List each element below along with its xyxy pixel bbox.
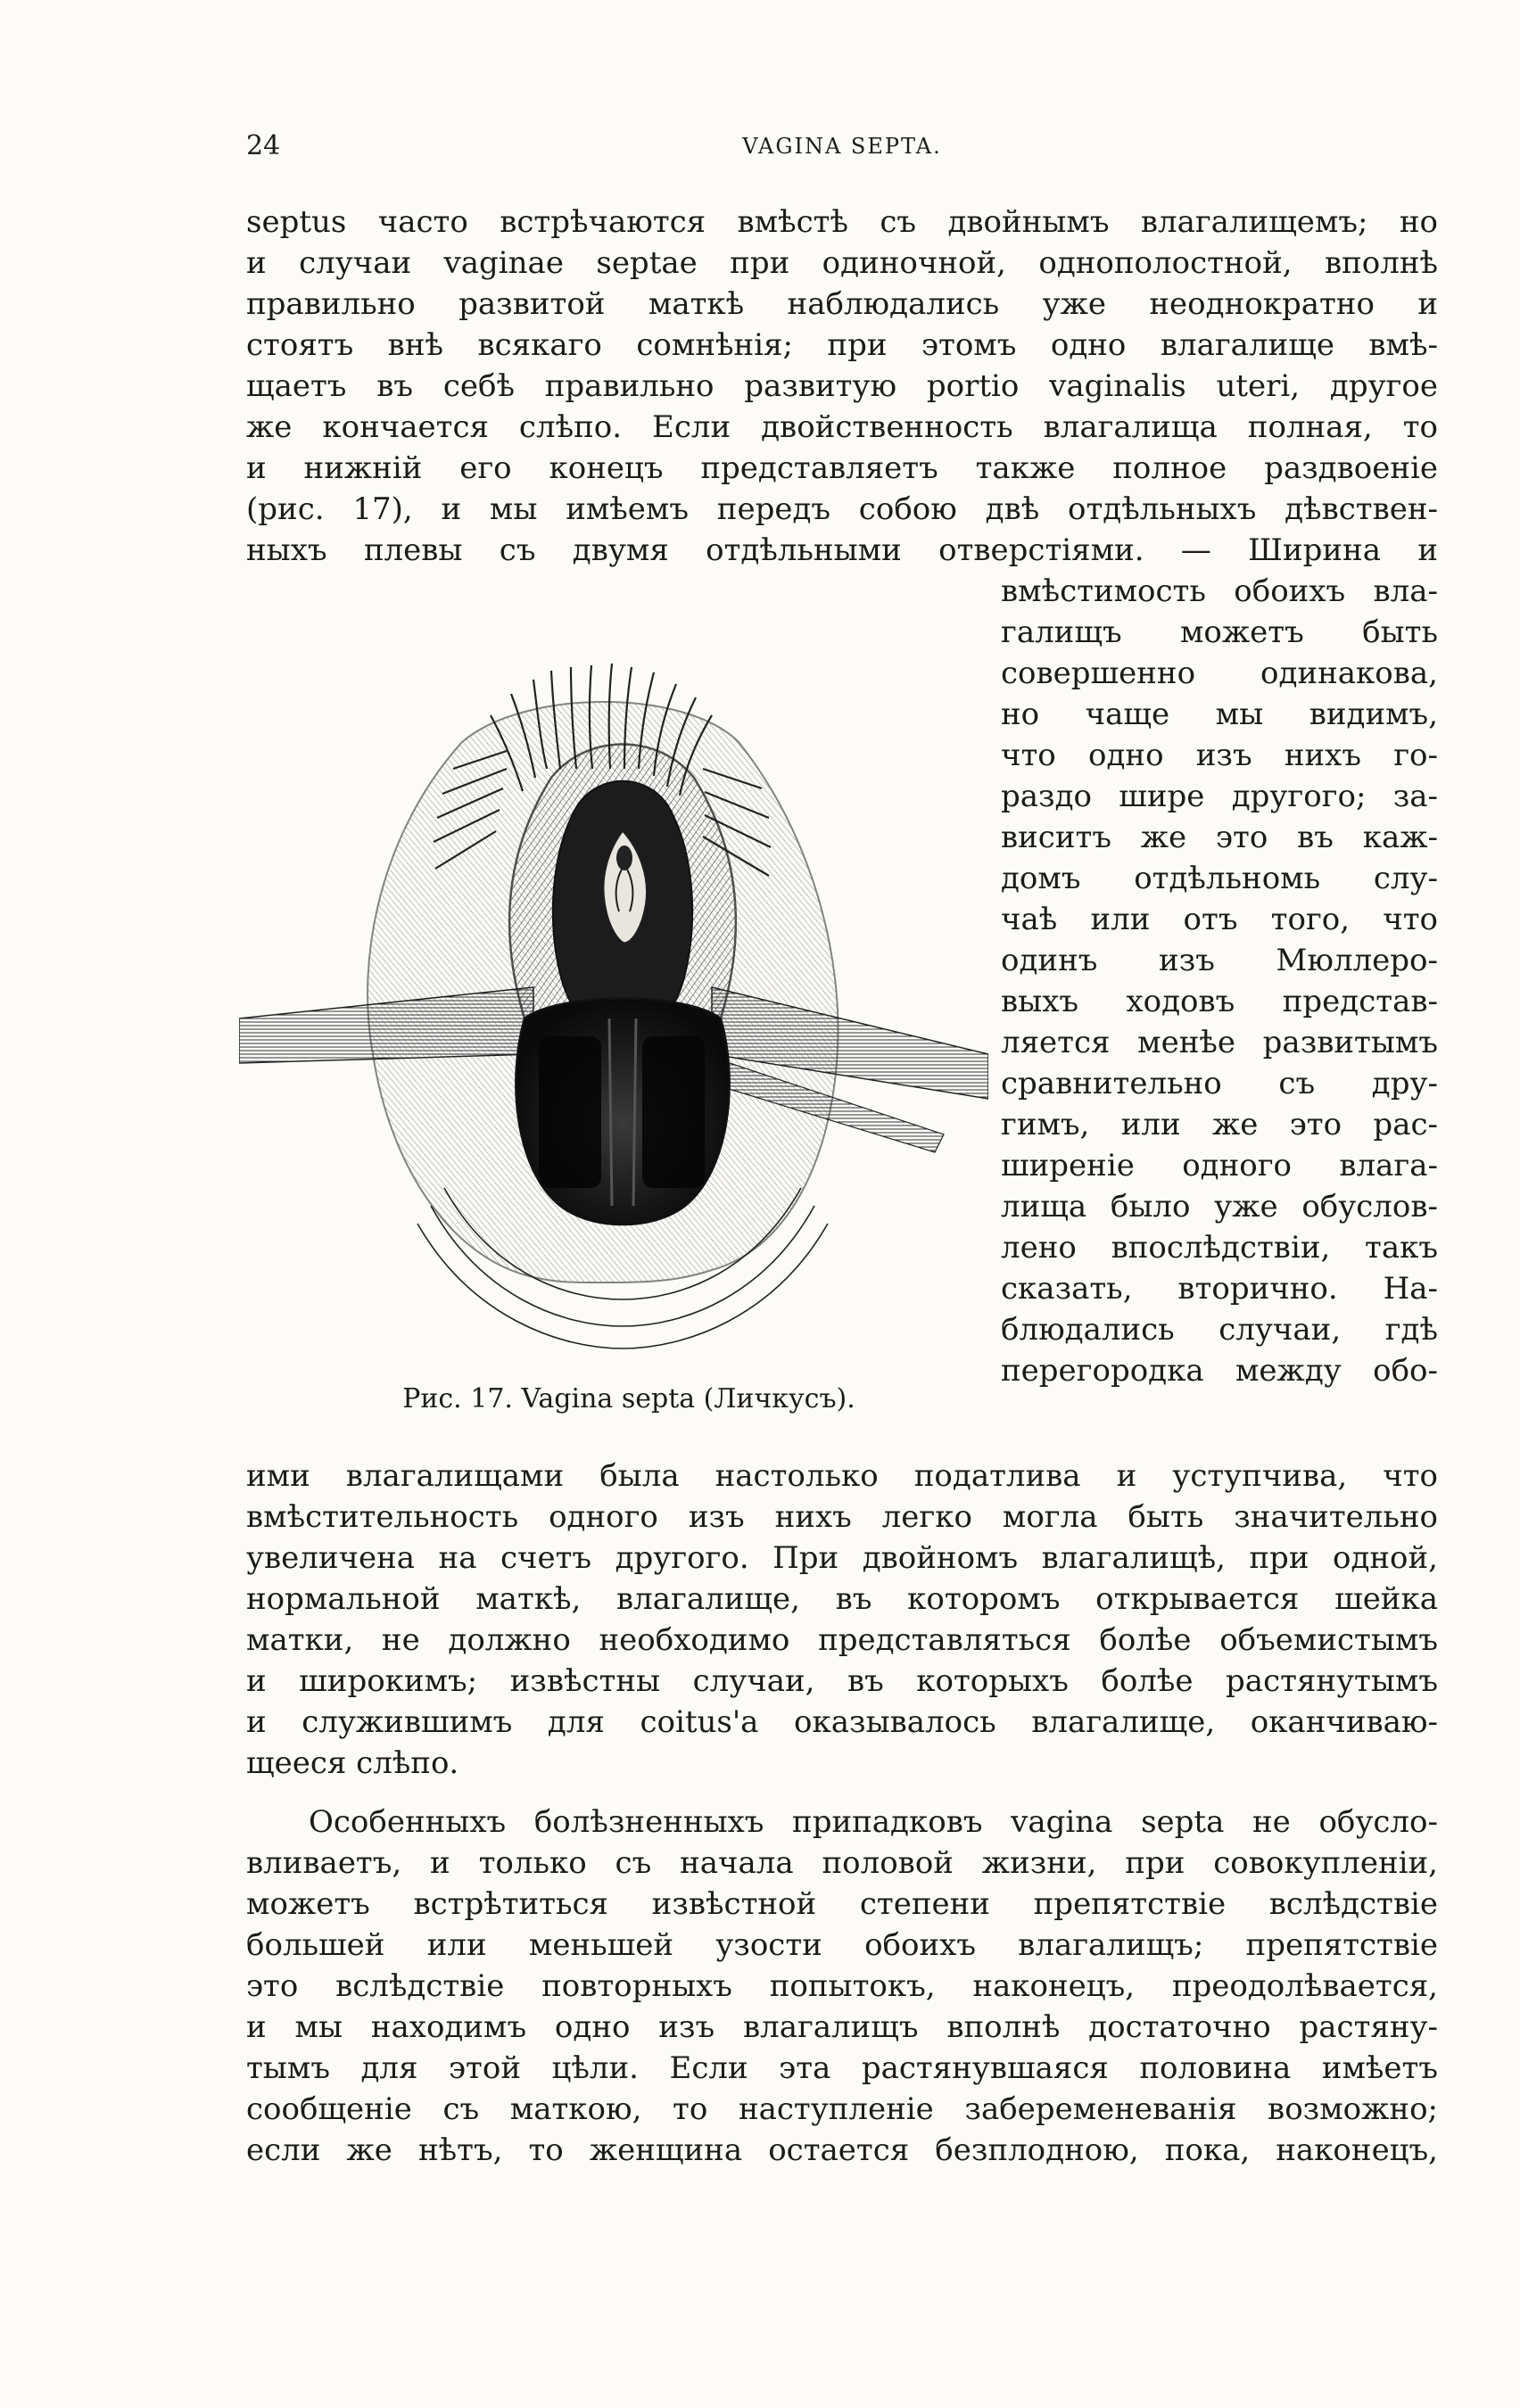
text-line: увеличена на счетъ другого. При двойномъ влагалищѣ, при одной, — [246, 1540, 1438, 1576]
text-line: блюдались случаи, гдѣ — [1001, 1312, 1438, 1348]
text-line: нормальной маткѣ, влагалище, въ которомъ открывается шейка — [246, 1581, 1438, 1617]
text-line: галищъ можетъ быть — [1001, 614, 1438, 650]
text-line: щееся слѣпо. — [246, 1745, 459, 1781]
figure-illustration — [239, 635, 988, 1375]
text-line: вмѣстительность одного изъ нихъ легко могла быть значительно — [246, 1499, 1438, 1535]
text-line: ширеніе одного влага- — [1001, 1148, 1438, 1183]
text-line: щаетъ въ себѣ правильно развитую portio vaginalis uteri, другое — [246, 368, 1438, 404]
text-line: что одно изъ нихъ го- — [1001, 738, 1438, 773]
text-line: чаѣ или отъ того, что — [1001, 902, 1438, 937]
text-line: раздо шире другого; за- — [1001, 779, 1438, 814]
text-line: сказать, вторично. На- — [1001, 1271, 1438, 1307]
text-line: выхъ ходовъ представ- — [1001, 984, 1438, 1019]
text-line: перегородка между обо- — [1001, 1353, 1438, 1389]
text-line: если же нѣтъ, то женщина остается безплодною, пока, наконецъ, — [246, 2132, 1438, 2168]
text-line: сравнительно съ дру- — [1001, 1066, 1438, 1101]
running-head — [246, 130, 1438, 169]
anatomical-engraving — [239, 635, 988, 1375]
text-line: ныхъ плевы съ двумя отдѣльными отверстіями. — Ширина и — [246, 532, 1438, 568]
text-line: виситъ же это въ каж- — [1001, 820, 1438, 855]
text-line: (рис. 17), и мы имѣемъ передъ собою двѣ отдѣльныхъ дѣвствен- — [246, 491, 1438, 527]
text-line: домъ отдѣльномь слу- — [1001, 861, 1438, 896]
text-line: правильно развитой маткѣ наблюдались уже неоднократно и — [246, 286, 1438, 322]
text-line: сообщеніе съ маткою, то наступленіе забеременеванія возможно; — [246, 2091, 1438, 2127]
text-line: это вслѣдствіе повторныхъ попытокъ, наконецъ, преодолѣвается, — [246, 1968, 1438, 2004]
text-line: совершенно одинакова, — [1001, 656, 1438, 691]
text-line: тымъ для этой цѣли. Если эта растянувшаяся половина имѣетъ — [246, 2050, 1438, 2086]
text-line: ими влагалищами была настолько податлива и уступчива, что — [246, 1458, 1438, 1494]
text-line: и мы находимъ одно изъ влагалищъ вполнѣ достаточно растяну- — [246, 2009, 1438, 2045]
figure-caption: Рис. 17. Vagina septa (Личкусъ). — [402, 1383, 855, 1414]
text-line: матки, не должно необходимо представляться болѣе объемистымъ — [246, 1622, 1438, 1658]
text-line: гимъ, или же это рас- — [1001, 1107, 1438, 1142]
page-number: 24 — [246, 130, 281, 161]
text-line: и широкимъ; извѣстны случаи, въ которыхъ болѣе растянутымъ — [246, 1663, 1438, 1699]
text-line: septus часто встрѣчаются вмѣстѣ съ двойнымъ влагалищемъ; но — [246, 204, 1438, 240]
text-line: и нижній его конецъ представляетъ также полное раздвоеніе — [246, 450, 1438, 486]
paragraph-first-line: Особенныхъ болѣзненныхъ припадковъ vagina septa не обусло- — [309, 1804, 1438, 1840]
text-line: можетъ встрѣтиться извѣстной степени препятствіе вслѣдствіе — [246, 1886, 1438, 1922]
text-line: одинъ изъ Мюллеро- — [1001, 943, 1438, 978]
text-line: и служившимъ для coitus'a оказывалось влагалище, оканчиваю- — [246, 1704, 1438, 1740]
text-line: стоятъ внѣ всякаго сомнѣнія; при этомъ одно влагалище вмѣ- — [246, 327, 1438, 363]
running-title: VAGINA SEPTA. — [742, 134, 942, 159]
text-line: ляется менѣе развитымъ — [1001, 1025, 1438, 1060]
text-line: и случаи vaginae septae при одиночной, однополостной, вполнѣ — [246, 245, 1438, 281]
text-line: большей или меньшей узости обоихъ влагалищъ; препятствіе — [246, 1927, 1438, 1963]
text-line: лено впослѣдствіи, такъ — [1001, 1230, 1438, 1266]
text-line: лища было уже обуслов- — [1001, 1189, 1438, 1225]
text-line: вмѣстимость обоихъ вла- — [1001, 573, 1438, 609]
text-line: же кончается слѣпо. Если двойственность влагалища полная, то — [246, 409, 1438, 445]
text-line: вливаетъ, и только съ начала половой жизни, при совокупленіи, — [246, 1845, 1438, 1881]
text-line: но чаще мы видимъ, — [1001, 697, 1438, 732]
